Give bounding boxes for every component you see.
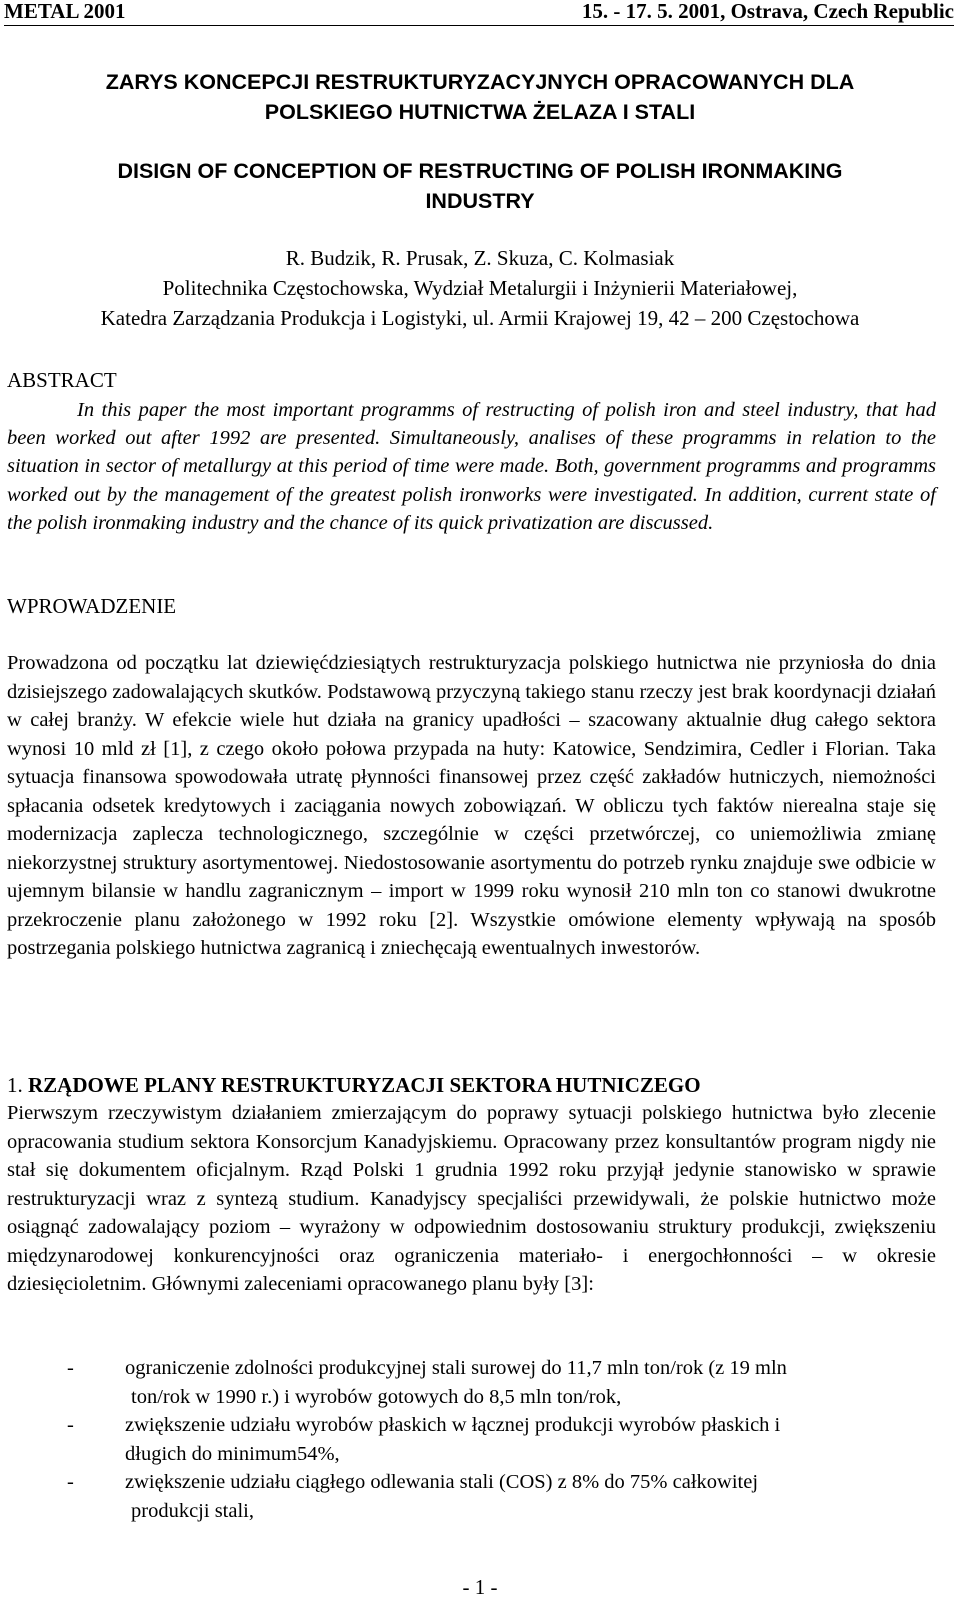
conference-date-place: 15. - 17. 5. 2001, Ostrava, Czech Republic	[581, 0, 954, 23]
introduction-heading: WPROWADZENIE	[7, 594, 177, 618]
header-rule	[4, 25, 954, 26]
list-item	[7, 1468, 936, 1525]
list-item-line-1: zwiększenie udziału ciągłego odlewania stali (COS) z 8% do 75% całkowitej	[125, 1471, 759, 1493]
section-1-heading	[7, 1071, 701, 1099]
list-dash: -	[67, 1414, 74, 1436]
list-item-line-2: produkcji stali,	[131, 1499, 254, 1522]
list-item	[7, 1354, 936, 1411]
conference-name: METAL 2001	[4, 0, 126, 23]
section-1-number: 1.	[7, 1073, 23, 1097]
list-item-text	[125, 1468, 925, 1525]
affiliation-line-2: Katedra Zarządzania Produkcja i Logistyki, ul. Armii Krajowej 19, 42 – 200 Częstochowa	[100, 306, 860, 330]
running-header	[4, 0, 954, 24]
recommendations-list	[7, 1354, 936, 1525]
list-item-line-2: ton/rok w 1990 r.) i wyrobów gotowych do 8,5 mln ton/rok,	[131, 1385, 622, 1408]
title-english-line-2: INDUSTRY	[425, 189, 535, 213]
list-item	[7, 1411, 936, 1468]
abstract-text: In this paper the most important programms of restructing of polish iron and steel industry, that had been worked out after 1992 are presented. Simultaneously, analises of these programms in relation to the situation in sector of metallurgy at this period of time were made. Both, government programms and programms worked out by the management of the greatest polish ironworks were investigated. In addition, current state of the polish ironmaking industry and the chance of its quick privatization are discussed.	[7, 399, 936, 534]
list-item-line-1: zwiększenie udziału wyrobów płaskich w łącznej produkcji wyrobów płaskich i	[125, 1414, 781, 1436]
list-dash: -	[67, 1357, 74, 1379]
affiliation-line-1: Politechnika Częstochowska, Wydział Metalurgii i Inżynierii Materiałowej,	[162, 276, 798, 300]
list-dash: -	[67, 1471, 74, 1493]
page-number: - 1 -	[462, 1575, 498, 1599]
title-polish-line-1: ZARYS KONCEPCJI RESTRUKTURYZACYJNYCH OPRACOWANYCH DLA	[105, 70, 855, 94]
title-english	[10, 156, 950, 216]
list-item-text	[125, 1354, 925, 1411]
list-item-line-1: ograniczenie zdolności produkcyjnej stali surowej do 11,7 mln ton/rok (z 19 mln	[125, 1357, 787, 1379]
section-1-title: RZĄDOWE PLANY RESTRUKTURYZACJI SEKTORA HUTNICZEGO	[28, 1073, 701, 1097]
abstract-heading: ABSTRACT	[7, 368, 117, 392]
list-item-text	[125, 1411, 925, 1468]
title-polish-line-2: POLSKIEGO HUTNICTWA ŻELAZA I STALI	[264, 100, 696, 124]
title-polish	[10, 67, 950, 127]
section-1-text: Pierwszym rzeczywistym działaniem zmierzającym do poprawy sytuacji polskiego hutnictwa było zlecenie opracowania studium sektora Konsorcjum Kanadyjskiemu. Opracowany przez konsultantów program nigdy nie stał się dokumentem oficjalnym. Rząd Polski 1 grudnia 1992 roku przyjął jedynie stanowisko w sprawie restrukturyzacji wraz z syntezą studium. Kanadyjscy specjaliści przewidywali, że polskie hutnictwo może osiągnąć zadowalający poziom – wyrażony w odpowiednim dostosowaniu struktury produkcji, zwiększeniu międzynarodowej konkurencyjności oraz ograniczenia materiało- i energochłonności – w okresie dziesięcioletnim. Głównymi zaleceniami opracowanego planu były [3]:	[7, 1102, 936, 1295]
introduction-text: Prowadzona od początku lat dziewięćdziesiątych restrukturyzacja polskiego hutnictwa nie przyniosła do dnia dzisiejszego zadowalających skutków. Podstawową przyczyną takiego stanu rzeczy jest brak koordynacji działań w całej branży. W efekcie wiele hut działa na granicy upadłości – szacowany aktualnie dług całego sektora wynosi 10 mld zł [1], z czego około połowa przypada na huty: Katowice, Sendzimira, Cedler i Florian. Taka sytuacja finansowa spowodowała utratę płynności finansowej przez część zakładów hutniczych, niemożności spłacania odsetek kredytowych i zaciągania nowych zobowiązań. W obliczu tych faktów nierealna staje się modernizacja zaplecza technologicznego, szczególnie w części przetwórczej, co uniemożliwia zmianę niekorzystnej struktury asortymentowej. Niedostosowanie asortymentu do potrzeb rynku znajduje swe odbicie w ujemnym bilansie w handlu zagranicznym – import w 1999 roku wynosił 210 mln ton co stanowi dwukrotne przekroczenie planu założonego w 1992 roku [2]. Wszystkie omówione elementy wpływają na sposób postrzegania polskiego hutnictwa zagranicą i zniechęcają ewentualnych inwestorów.	[7, 652, 936, 959]
authors: R. Budzik, R. Prusak, Z. Skuza, C. Kolmasiak	[285, 246, 675, 270]
title-english-line-1: DISIGN OF CONCEPTION OF RESTRUCTING OF POLISH IRONMAKING	[117, 159, 843, 183]
list-item-line-2: długich do minimum54%,	[125, 1442, 340, 1465]
affiliation	[10, 273, 950, 333]
